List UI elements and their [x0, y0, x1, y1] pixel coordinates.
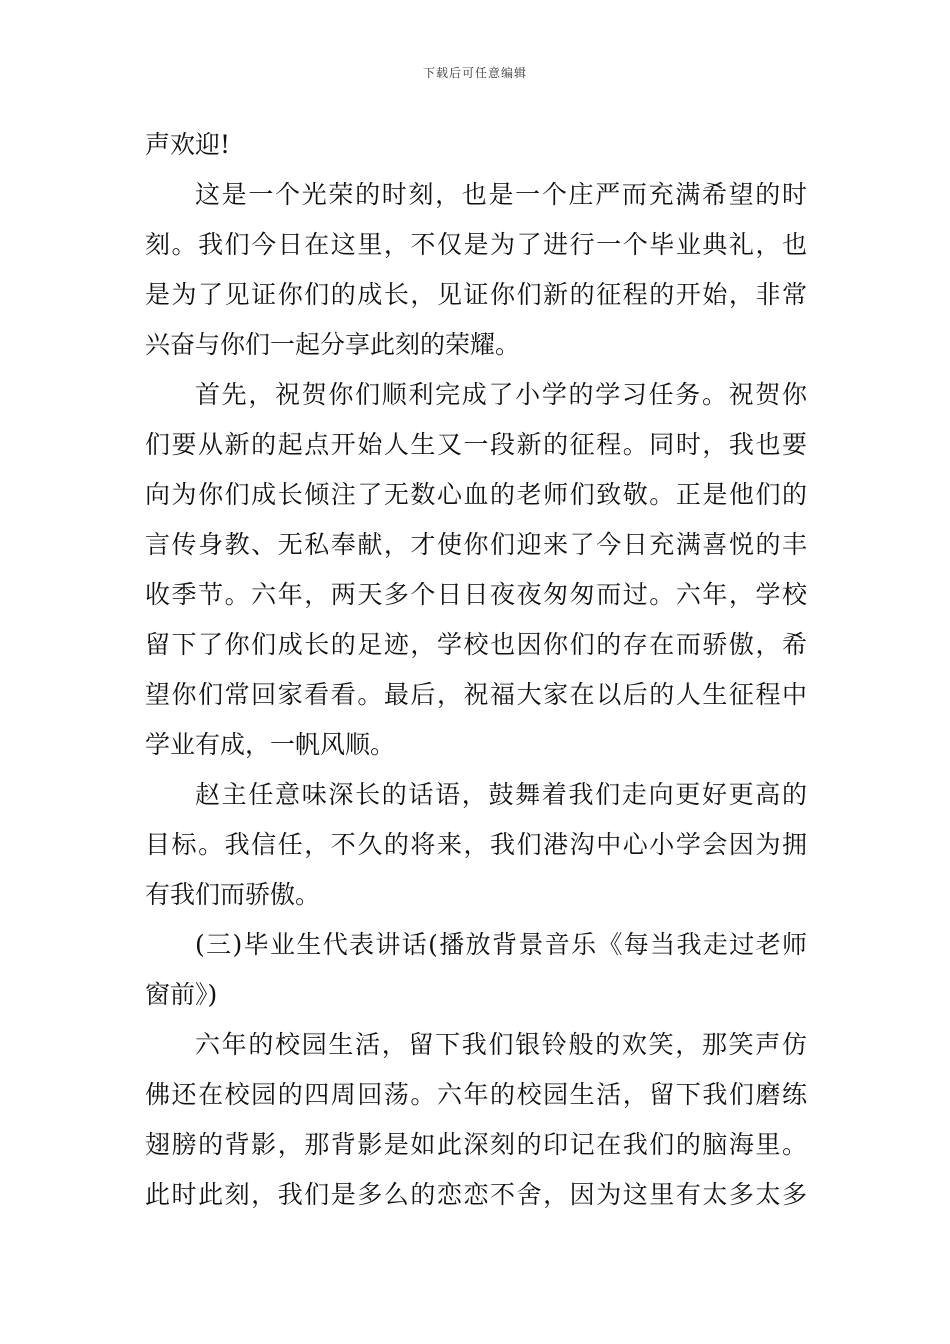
text-line: 兴奋与你们一起分享此刻的荣耀。 — [145, 330, 521, 359]
text-line: 收季节。六年，两天多个日日夜夜匆匆而过。六年，学校 — [145, 580, 807, 609]
text-line: 赵主任意味深长的话语，鼓舞着我们走向更好更高的 — [195, 780, 807, 809]
text-line: 学业有成，一帆风顺。 — [145, 730, 396, 759]
text-line: 声欢迎! — [145, 130, 231, 159]
text-line: 此时此刻，我们是多么的恋恋不舍，因为这里有太多太多 — [145, 1180, 807, 1209]
text-line: 望你们常回家看看。最后，祝福大家在以后的人生征程中 — [145, 680, 807, 709]
text-line: 这是一个光荣的时刻，也是一个庄严而充满希望的时 — [195, 180, 807, 209]
text-line: 留下了你们成长的足迹，学校也因你们的存在而骄傲，希 — [145, 630, 807, 659]
text-line: 目标。我信任，不久的将来，我们港沟中心小学会因为拥 — [145, 830, 807, 859]
text-line: 首先，祝贺你们顺利完成了小学的学习任务。祝贺你 — [195, 380, 807, 409]
body-text — [145, 120, 807, 1220]
text-line: 有我们而骄傲。 — [145, 880, 321, 909]
text-line: 们要从新的起点开始人生又一段新的征程。同时，我也要 — [145, 430, 807, 459]
page-header: 下载后可任意编辑 — [422, 66, 527, 80]
text-line: 翅膀的背影，那背影是如此深刻的印记在我们的脑海里。 — [145, 1130, 807, 1159]
text-line: 言传身教、无私奉献，才使你们迎来了今日充满喜悦的丰 — [145, 530, 807, 559]
text-line: 佛还在校园的四周回荡。六年的校园生活，留下我们磨练 — [145, 1080, 807, 1109]
text-line: (三)毕业生代表讲话(播放背景音乐《每当我走过老师 — [195, 930, 807, 959]
text-line: 刻。我们今日在这里，不仅是为了进行一个毕业典礼，也 — [145, 230, 807, 259]
text-line: 六年的校园生活，留下我们银铃般的欢笑，那笑声仿 — [195, 1030, 807, 1059]
text-line: 窗前》) — [145, 980, 218, 1009]
text-line: 是为了见证你们的成长，见证你们新的征程的开始，非常 — [145, 280, 807, 309]
text-line: 向为你们成长倾注了无数心血的老师们致敬。正是他们的 — [145, 480, 807, 509]
